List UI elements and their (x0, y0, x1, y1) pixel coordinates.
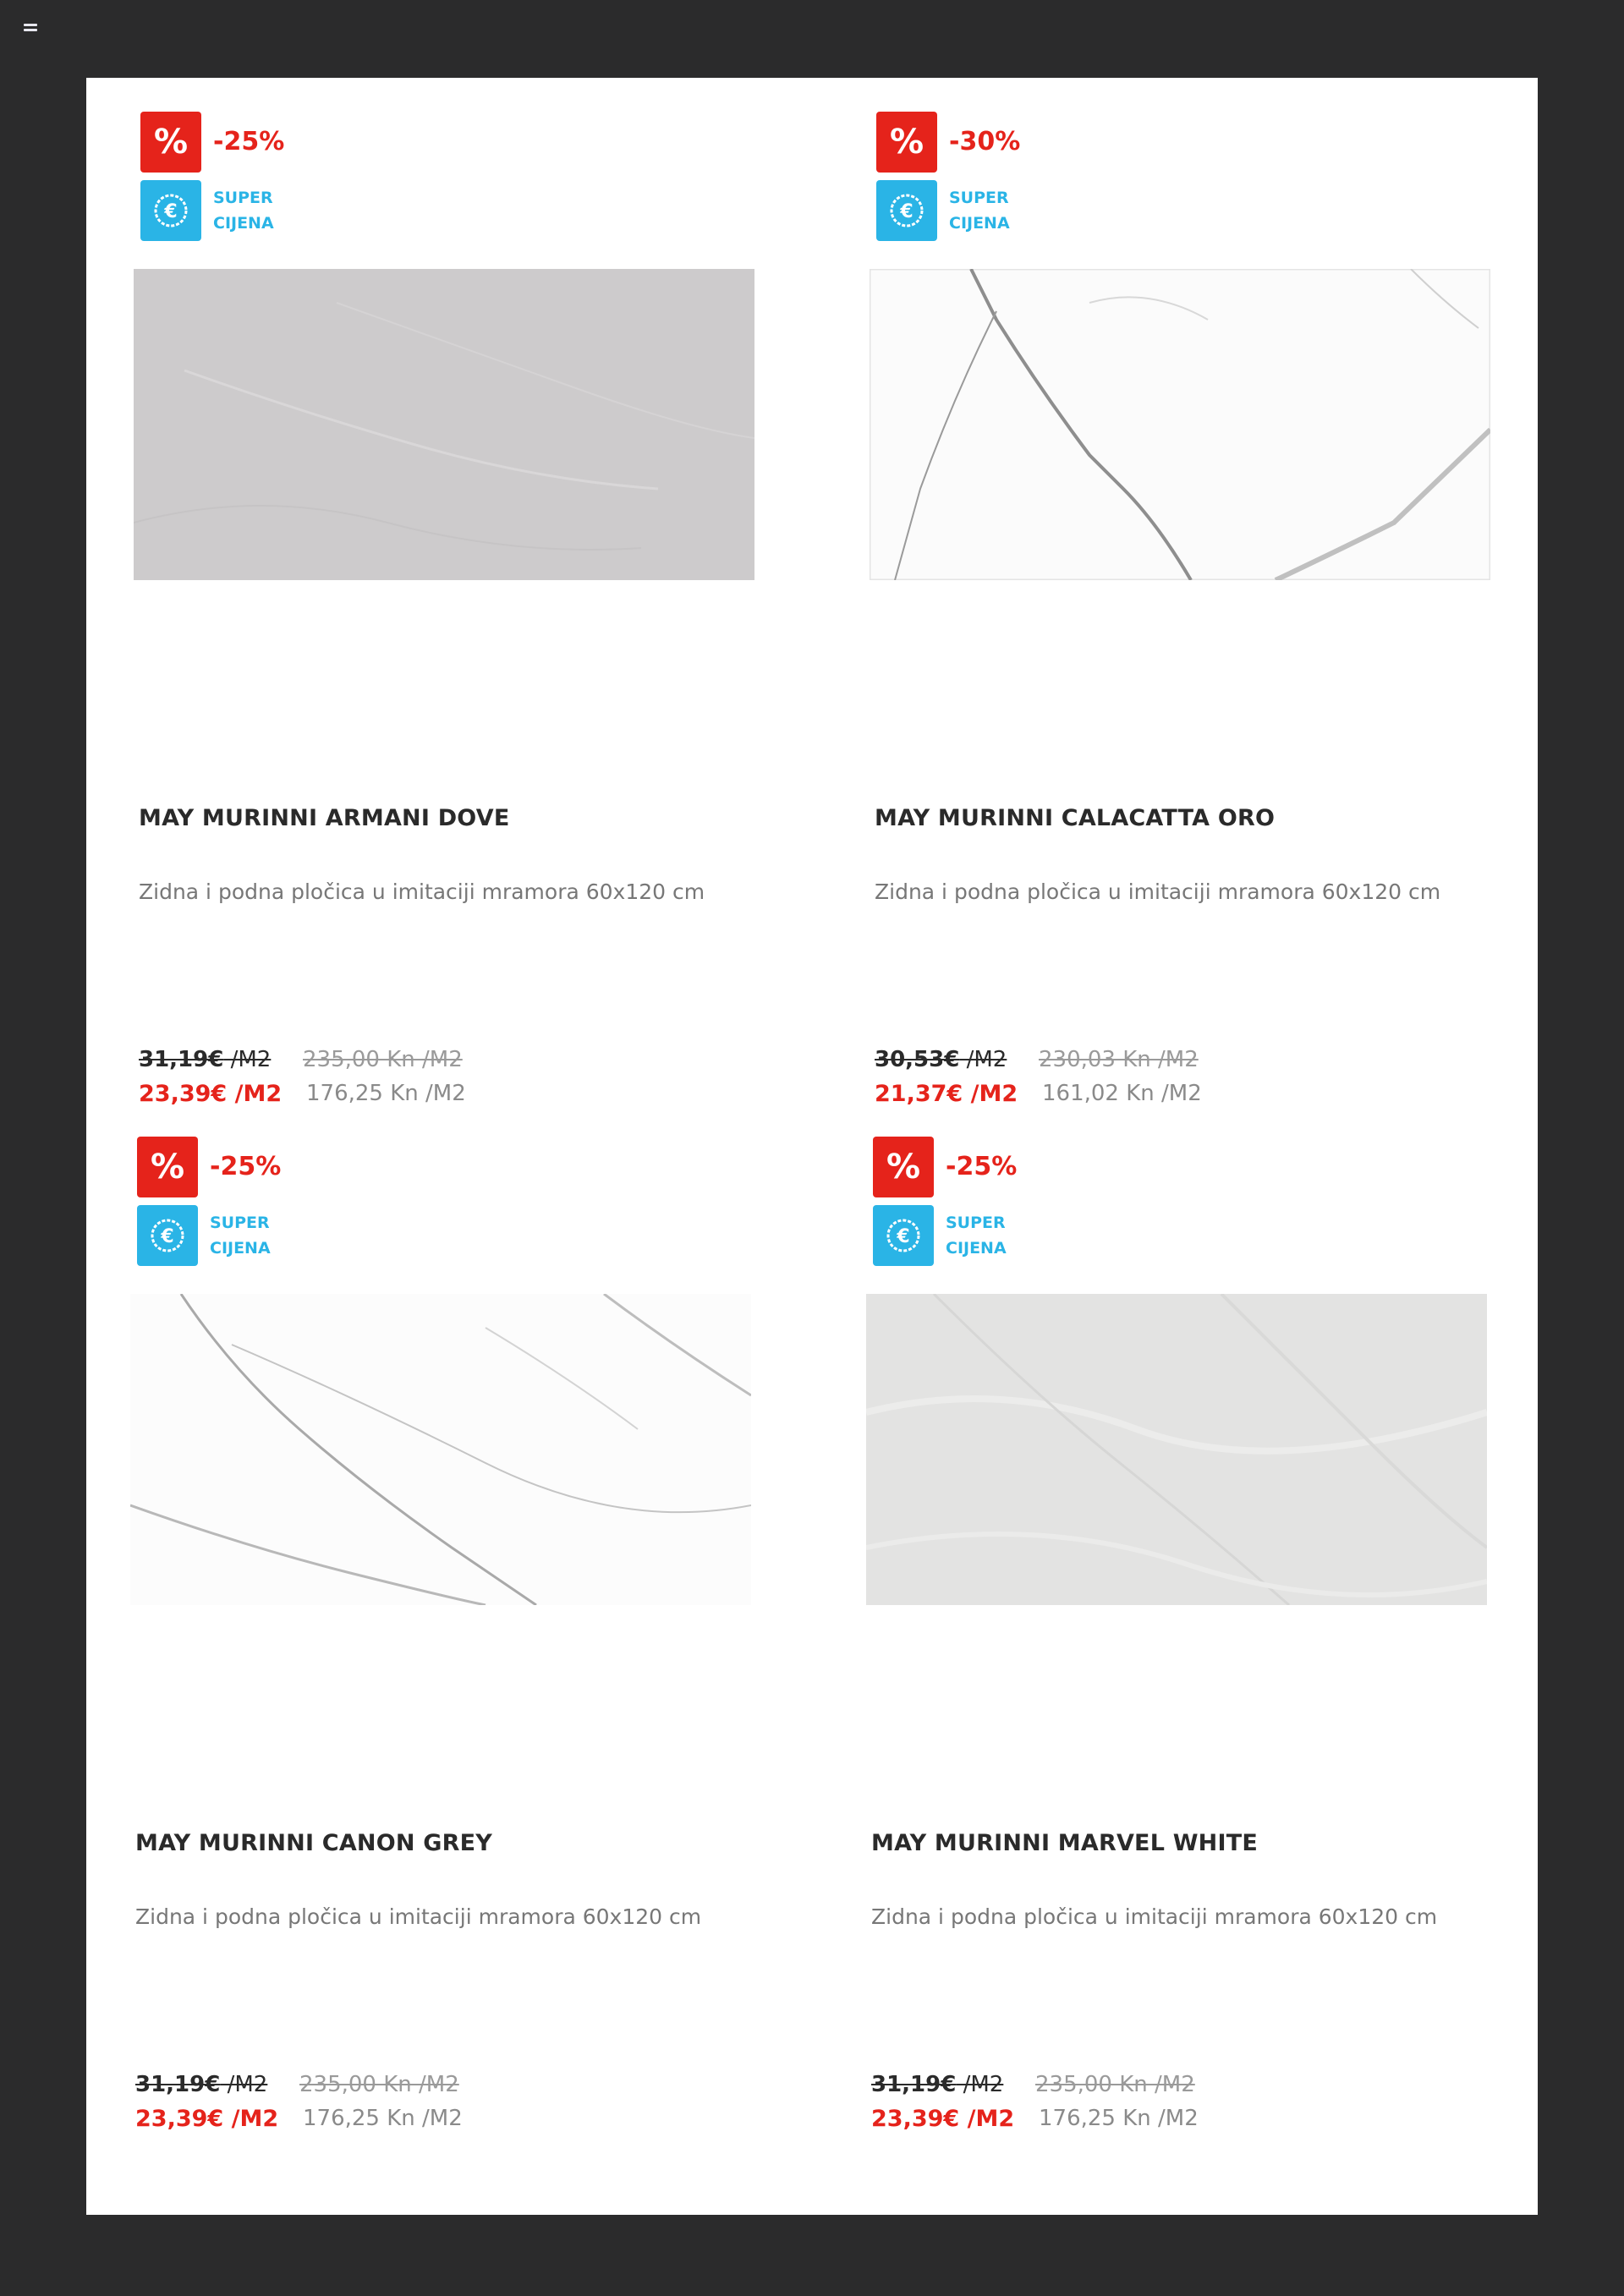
product-description: Zidna i podna pločica u imitaciji mramora 60x120 cm (871, 1904, 1438, 1929)
new-price-eur: 23,39€ /M2 (139, 1081, 283, 1107)
menu-hamburger-icon[interactable] (24, 24, 37, 36)
old-price-kn: 235,00 Kn /M2 (1035, 2072, 1195, 2097)
super-cijena-label: SUPER CIJENA (210, 1214, 271, 1258)
badge-group (876, 110, 1020, 241)
tile-image (134, 269, 754, 580)
super-cijena-label: SUPER CIJENA (946, 1214, 1007, 1258)
euro-icon (140, 180, 201, 241)
svg-text:€: € (900, 201, 914, 222)
tile-image (130, 1294, 751, 1605)
old-price-kn: 230,03 Kn /M2 (1039, 1047, 1199, 1072)
product-title: MAY MURINNI CALACATTA ORO (875, 805, 1276, 831)
discount-label: -25% (210, 1152, 282, 1181)
product-title: MAY MURINNI MARVEL WHITE (871, 1830, 1258, 1856)
super-cijena-label: SUPER CIJENA (213, 189, 274, 233)
euro-icon (873, 1205, 934, 1266)
percent-icon: % (140, 112, 201, 173)
product-description: Zidna i podna pločica u imitaciji mramora 60x120 cm (135, 1904, 702, 1929)
old-price-kn: 235,00 Kn /M2 (299, 2072, 459, 2097)
svg-text:€: € (161, 1226, 174, 1247)
discount-label: -25% (946, 1152, 1018, 1181)
percent-icon: % (137, 1137, 198, 1197)
old-price-eur: 30,53€ /M2 (875, 1047, 1007, 1072)
tile-image (866, 1294, 1487, 1605)
euro-icon (876, 180, 937, 241)
old-price-kn: 235,00 Kn /M2 (303, 1047, 463, 1072)
new-price-kn: 176,25 Kn /M2 (306, 1081, 466, 1106)
discount-label: -25% (213, 127, 285, 156)
euro-icon (137, 1205, 198, 1266)
percent-icon: % (876, 112, 937, 173)
svg-text:€: € (164, 201, 178, 222)
product-description: Zidna i podna pločica u imitaciji mramora 60x120 cm (875, 879, 1441, 904)
badge-group (140, 110, 284, 241)
tile-image (870, 269, 1490, 580)
percent-icon: % (873, 1137, 934, 1197)
new-price-kn: 176,25 Kn /M2 (303, 2106, 463, 2131)
super-cijena-label: SUPER CIJENA (949, 189, 1010, 233)
new-price-kn: 161,02 Kn /M2 (1042, 1081, 1202, 1106)
svg-text:€: € (897, 1226, 910, 1247)
new-price-eur: 23,39€ /M2 (135, 2106, 279, 2132)
new-price-eur: 23,39€ /M2 (871, 2106, 1015, 2132)
discount-label: -30% (949, 127, 1021, 156)
old-price-eur: 31,19€ /M2 (139, 1047, 272, 1072)
new-price-eur: 21,37€ /M2 (875, 1081, 1018, 1107)
badge-group (873, 1135, 1017, 1266)
new-price-kn: 176,25 Kn /M2 (1039, 2106, 1199, 2131)
product-description: Zidna i podna pločica u imitaciji mramora 60x120 cm (139, 879, 705, 904)
product-title: MAY MURINNI ARMANI DOVE (139, 805, 510, 831)
old-price-eur: 31,19€ /M2 (871, 2072, 1004, 2097)
product-title: MAY MURINNI CANON GREY (135, 1830, 493, 1856)
badge-group (137, 1135, 281, 1266)
catalog-page (86, 78, 1538, 2215)
old-price-eur: 31,19€ /M2 (135, 2072, 268, 2097)
